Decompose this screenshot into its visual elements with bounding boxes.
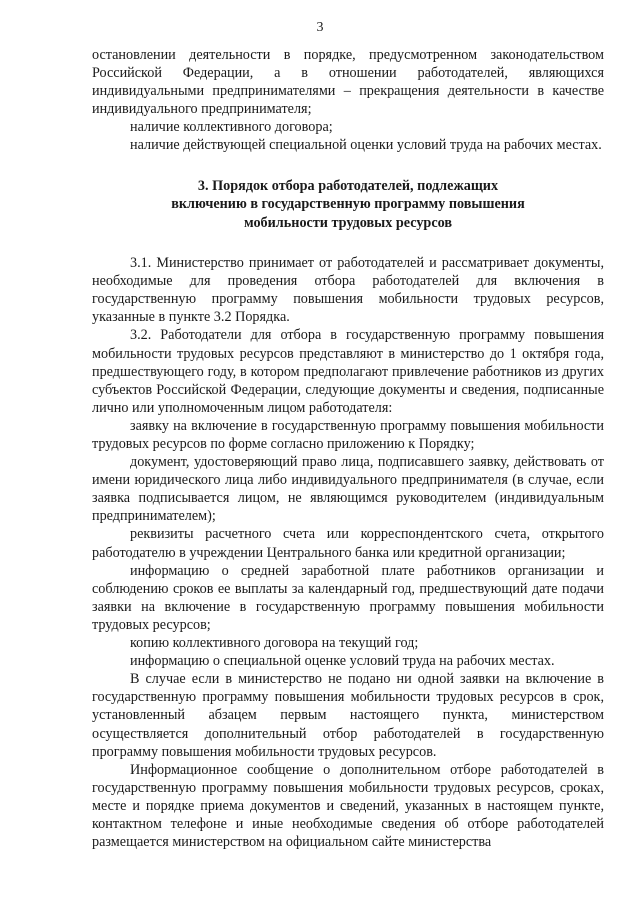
list-item-labor-assessment: информацию о специальной оценке условий труда на рабочих местах. [130, 653, 555, 670]
paragraph-3-2: 3.2. Работодатели для отбора в государственную программу повышения мобильности трудовых ресурсов представляют в министерство до 1 октября года, предшествующего году, в котором предполагают привлечение работников из других субъектов Российской Федерации, следующие документы и сведения, подписанные лично или уполномоченным лицом работодателя: [92, 327, 604, 416]
list-item-authority-document: документ, удостоверяющий право лица, подписавшего заявку, действовать от имени юридического лица либо индивидуального предпринимателя (в случае, если заявка подписывается лицом, не являющимся руководителем (индивидуальным предпринимателем); [92, 454, 604, 525]
list-item-application: заявку на включение в государственную программу повышения мобильности трудовых ресурсов по форме согласно приложению к Порядку; [92, 417, 604, 452]
section-heading-line: мобильности трудовых ресурсов [243, 214, 453, 231]
list-item-bank-details: реквизиты расчетного счета или корреспондентского счета, открытого работодателю в учреждении Центрального банка или кредитной организации; [92, 526, 604, 561]
section-heading-line: 3. Порядок отбора работодателей, подлежащих [197, 177, 499, 194]
paragraph-additional-selection: В случае если в министерство не подано ни одной заявки на включение в государственную программу повышения мобильности трудовых ресурсов в срок, установленный абзацем первым настоящего пункта, министерством осуществляется дополнительный отбор работодателей в государственную программу повышения мобильности трудовых ресурсов. [92, 671, 604, 760]
section-heading [92, 177, 604, 233]
document-body [92, 46, 604, 851]
list-item-salary-info: информацию о средней заработной плате работников организации и соблюдению сроков ее выплаты за календарный год, предшествующий дате подачи заявки на включение в государственную программу повышения мобильности трудовых ресурсов; [92, 562, 604, 633]
paragraph-item: наличие действующей специальной оценки условий труда на рабочих местах. [130, 137, 602, 154]
page-number: 3 [316, 20, 324, 35]
paragraph-item: наличие коллективного договора; [130, 119, 333, 136]
list-item-collective-agreement: копию коллективного договора на текущий год; [130, 635, 419, 652]
paragraph-information-message: Информационное сообщение о дополнительном отборе работодателей в государственную программу повышения мобильности трудовых ресурсов, сроках, месте и порядке приема документов и сведений, указанных в настоящем пункте, контактном телефоне и иные необходимые сведения об отборе работодателей размещается министерством на официальном сайте министерства [92, 761, 604, 851]
section-heading-line: включению в государственную программу повышения [171, 196, 525, 213]
paragraph-3-1: 3.1. Министерство принимает от работодателей и рассматривает документы, необходимые для проведения отбора работодателей для включения в государственную программу повышения мобильности трудовых ресурсов, указанные в пункте 3.2 Порядка. [92, 255, 604, 326]
paragraph-continuation: остановлении деятельности в порядке, предусмотренном законодательством Российской Федерации, а в отношении работодателей, являющихся индивидуальными предпринимателями – прекращения деятельности в качестве индивидуального предпринимателя; [92, 47, 604, 118]
